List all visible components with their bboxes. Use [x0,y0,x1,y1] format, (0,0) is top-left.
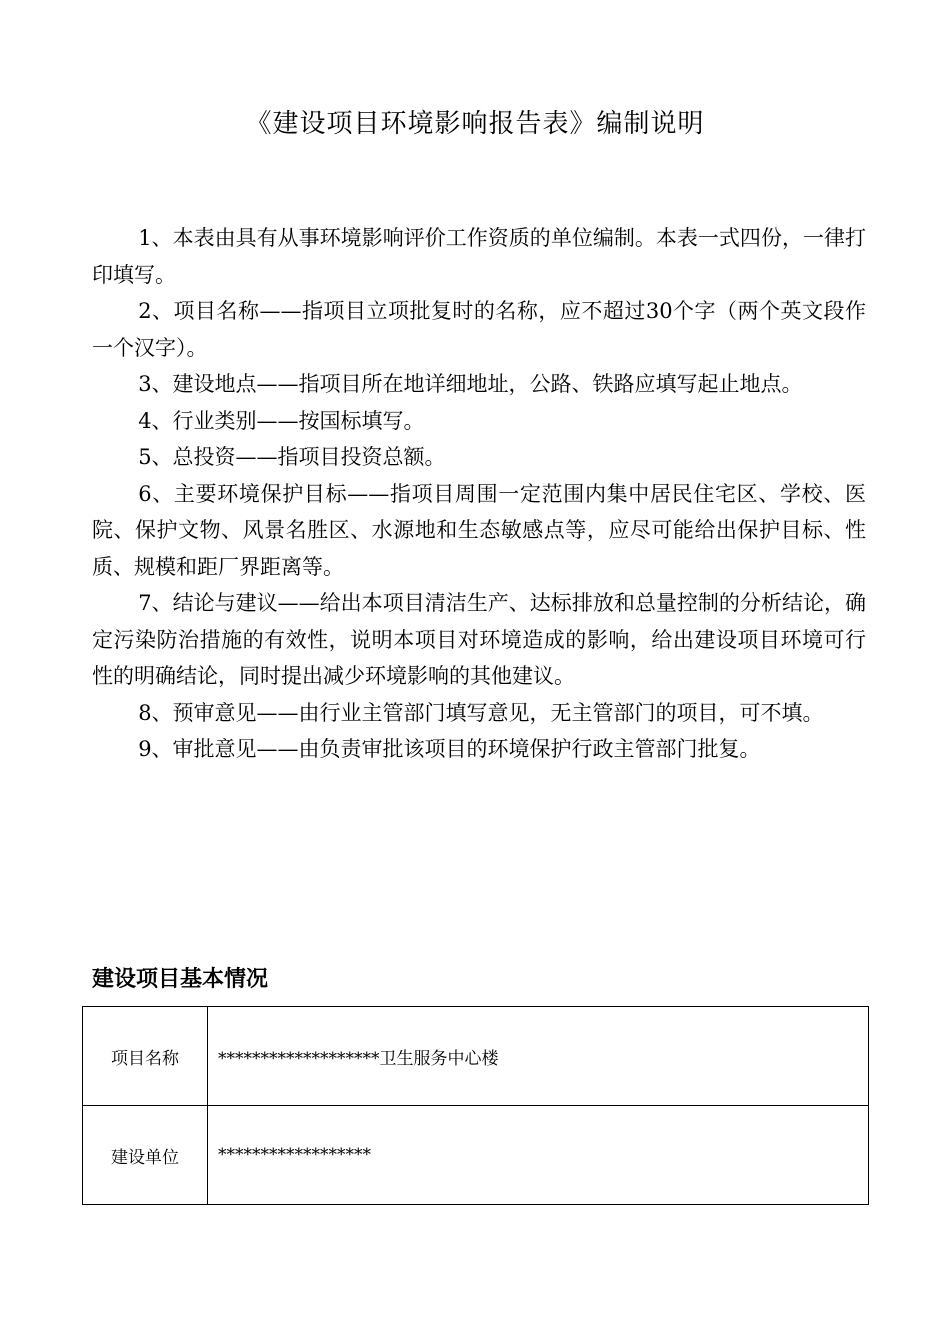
table-value-cell: ****************** [208,1106,869,1205]
table-label-cell: 项目名称 [83,1007,208,1106]
instruction-item: 2、项目名称——指项目立项批复时的名称，应不超过30个字（两个英文段作一个汉字）。 [92,299,866,360]
instruction-item: 9、审批意见——由负责审批该项目的环境保护行政主管部门批复。 [138,737,761,761]
instruction-item: 4、行业类别——按国标填写。 [138,408,425,433]
instruction-item: 5、总投资——指项目投资总额。 [138,445,446,469]
project-info-table [82,1006,869,1205]
instruction-item: 3、建设地点——指项目所在地详细地址，公路、铁路应填写起止地点。 [138,372,803,396]
instruction-item: 8、预审意见——由行业主管部门填写意见，无主管部门的项目，可不填。 [138,700,824,725]
instruction-item: 1、本表由具有从事环境影响评价工作资质的单位编制。本表一式四份，一律打印填写。 [92,226,866,287]
instruction-item: 6、主要环境保护目标——指项目周围一定范围内集中居民住宅区、学校、医院、保护文物、风景名胜区、水源地和生态敏感点等，应尽可能给出保护目标、性质、规模和距厂界距离等。 [92,481,866,579]
table-row [83,1007,869,1106]
page-title: 《建设项目环境影响报告表》编制说明 [245,109,705,139]
table-row [83,1106,869,1205]
table-value-cell: *******************卫生服务中心楼 [208,1007,869,1106]
table-label-cell: 建设单位 [83,1106,208,1205]
instructions-list [92,220,866,768]
section-heading: 建设项目基本情况 [92,967,269,992]
instruction-item: 7、结论与建议——给出本项目清洁生产、达标排放和总量控制的分析结论，确定污染防治措施的有效性，说明本项目对环境造成的影响，给出建设项目环境可行性的明确结论，同时提出减少环境影响的其他建议。 [92,591,866,688]
